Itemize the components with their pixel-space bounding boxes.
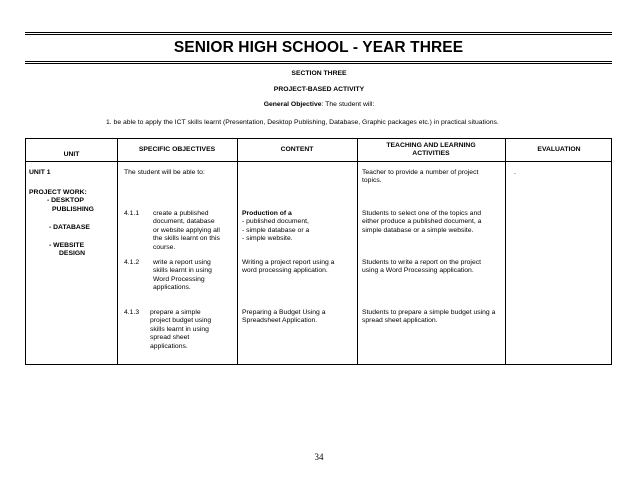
objective-line: skills learnt in using (150, 325, 209, 333)
content-line: - simple website. (242, 235, 293, 243)
objective-line: prepare a simple (150, 309, 201, 316)
evaluation-mark: . (514, 169, 516, 176)
objective-line: create a published (153, 210, 209, 217)
header-divider (26, 161, 611, 162)
header-evaluation: EVALUATION (537, 146, 581, 153)
objective-line: or website applying all (153, 226, 220, 234)
activity-label: PROJECT-BASED ACTIVITY (273, 86, 365, 93)
content-line: word processing application. (242, 267, 328, 275)
content-line: - simple database or a (242, 226, 310, 234)
activity-text (362, 259, 481, 276)
activity-line: Students to write a report on the project (362, 259, 482, 266)
column-divider (237, 139, 238, 364)
content-line: Spreadsheet Application. (242, 317, 318, 325)
header-teaching-line1: TEACHING AND LEARNING (386, 142, 476, 149)
activity-text (362, 309, 495, 326)
objective-line: the skills learnt on this (153, 235, 220, 243)
objective-number: 4.1.1 (124, 210, 140, 217)
activity-line: Students to select one of the topics and (362, 210, 482, 217)
objective-line: applications. (153, 284, 191, 292)
column-divider (357, 139, 358, 364)
unit-website: - WEBSITE (49, 242, 85, 249)
general-objective-label: General Objective (263, 101, 322, 108)
header-content: CONTENT (280, 146, 314, 153)
objective-line: Word Processing (153, 275, 205, 283)
page-title: SENIOR HIGH SCHOOL - YEAR THREE (173, 39, 464, 56)
general-objective-text: : The student will: (321, 101, 375, 108)
objective-text (153, 259, 212, 293)
column-divider (117, 139, 118, 364)
unit-label: UNIT 1 (29, 169, 51, 176)
project-work-label: PROJECT WORK: (29, 189, 87, 196)
activity-line: simple database or a simple website. (362, 226, 474, 234)
intro-activity-line: topics. (362, 177, 382, 185)
objective-line: write a report using (153, 259, 211, 266)
header-unit: UNIT (63, 151, 80, 158)
intro-objective: The student will be able to: (124, 169, 205, 176)
activity-line: spread sheet application. (362, 317, 438, 325)
objective-line: skills learnt in using (153, 267, 212, 275)
section-label: SECTION THREE (291, 70, 347, 77)
content-title: Production of a (242, 210, 292, 217)
objective-text (153, 210, 220, 252)
column-divider (505, 139, 506, 364)
content-line: Preparing a Budget Using a (242, 309, 326, 316)
content-text (242, 309, 326, 326)
unit-design: DESIGN (59, 250, 86, 257)
activity-line: either produce a published document, a (362, 218, 482, 226)
objective-number: 4.1.3 (124, 309, 140, 316)
general-objective (0, 101, 638, 108)
unit-publishing: PUBLISHING (52, 206, 94, 213)
header-teaching-line2: ACTIVITIES (412, 150, 450, 158)
activity-text (362, 210, 481, 235)
header-specific-objectives: SPECIFIC OBJECTIVES (138, 146, 216, 153)
content-line: Writing a project report using a (242, 259, 335, 266)
activity-line: using a Word Processing application. (362, 267, 474, 275)
intro-activity (362, 169, 478, 186)
unit-database: - DATABASE (49, 224, 90, 231)
activity-line: Students to prepare a simple budget using a (362, 309, 496, 316)
unit-desktop: - DESKTOP (47, 197, 84, 204)
objective-line: document, database (153, 218, 215, 226)
objective-line: course. (153, 243, 176, 251)
syllabus-table (25, 138, 612, 365)
objective-text (150, 309, 211, 351)
objective-line: spread sheet (150, 334, 190, 342)
objective-item: 1. be able to apply the ICT skills learnt (Presentation, Desktop Publishing, Database, Graphic packages etc.) in practical situations. (106, 119, 499, 126)
header-teaching-activities (357, 142, 505, 159)
intro-activity-line: Teacher to provide a number of project (362, 169, 479, 176)
objective-line: project budget using (150, 317, 212, 325)
content-text (242, 259, 334, 276)
content-line: - published document, (242, 218, 309, 226)
page-number: 34 (314, 452, 324, 462)
content-text (242, 210, 309, 244)
objective-number: 4.1.2 (124, 259, 140, 266)
title-band (25, 32, 612, 64)
objective-line: applications. (150, 342, 188, 350)
